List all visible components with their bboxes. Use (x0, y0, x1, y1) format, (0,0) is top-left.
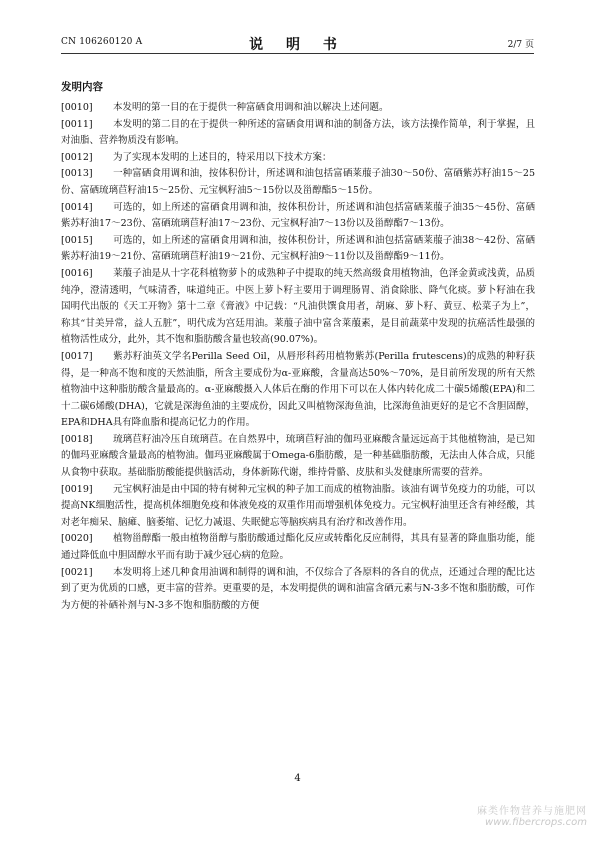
watermark (477, 802, 587, 828)
watermark-url: www.fibercrops.com (485, 817, 587, 828)
paragraph (61, 100, 535, 117)
paragraph-number: [0012] (61, 151, 93, 163)
page-indicator: 2/7 页 (507, 40, 534, 50)
paragraph-number: [0020] (61, 533, 93, 545)
paragraph-text: 可选的，如上所述的富硒食用调和油，按体积份计，所述调和油包括富硒莱菔子油38～42份、富硒紫苏籽油19～21份、富硒琉璃苣籽油19～21份、元宝枫籽油9～11份以及甾醇酯9～11份。 (61, 234, 535, 263)
document-body (61, 79, 535, 614)
paragraph-text: 植物甾醇酯一般由植物甾醇与脂肪酸通过酯化反应或转酯化反应制得，其具有显著的降血脂功能，能通过降低血中胆固醇水平而有助于减少冠心病的危险。 (61, 533, 535, 562)
paragraph (61, 432, 535, 482)
paragraph-text: 元宝枫籽油是由中国的特有树种元宝枫的种子加工而成的植物油脂。该油有调节免疫力的功能，可以提高NK细胞活性，提高机体细胞免疫和体液免疫的双重作用而增强机体免疫力。元宝枫籽油里还含有神经酸，其对老年痴呆、脑瘫、脑萎缩、记忆力减退、失眠健忘等脑疾病具有治疗和改善作用。 (61, 483, 535, 528)
paragraph-text: 可选的，如上所述的富硒食用调和油，按体积份计，所述调和油包括富硒莱菔子油35～45份、富硒紫苏籽油17～23份、富硒琉璃苣籽油17～23份、元宝枫籽油7～13份以及甾醇酯7～13份。 (61, 201, 535, 230)
paragraph-number: [0011] (61, 118, 93, 130)
paragraph (61, 565, 535, 615)
paragraph-text: 一种富硒食用调和油，按体积份计，所述调和油包括富硒莱菔子油30～50份、富硒紫苏籽油15～25份、富硒琉璃苣籽油15～25份、元宝枫籽油5～15份以及甾醇酯5～15份。 (61, 168, 535, 196)
paragraph (61, 349, 535, 432)
paragraph (61, 531, 535, 564)
paragraph (61, 166, 535, 199)
document-title: 说 明 书 (249, 37, 346, 53)
paragraph (61, 150, 535, 167)
watermark-name: 麻类作物营养与施肥网 (477, 806, 587, 817)
paragraph-text: 莱菔子油是从十字花科植物萝卜的成熟种子中提取的纯天然高级食用植物油，色泽金黄或浅黄，品质纯净，澄清透明，气味清香，味道纯正。中医上萝卜籽主要用于调理肠胃、消食除胀、降气化痰。萝卜籽油在我国明代出版的《天工开物》第十二章《膏液》中记载：“凡油供馔食用者，胡麻、萝卜籽、黄豆、松菜子为上”，称其“甘美异常，益人五脏”，明代成为宫廷用油。莱菔子油中富含莱菔素，是目前蔬菜中发现的抗癌活性最强的植物活性成分，此外，其不饱和脂肪酸含量也较高(90.07%)。 (61, 267, 535, 346)
paragraph-text: 本发明将上述几种食用油调和制得的调和油，不仅综合了各原料的各自的优点，还通过合理的配比达到了更为优质的口感，更丰富的营养。更重要的是，本发明提供的调和油富含硒元素与N-3多不饱和脂肪酸，可作为方便的补硒补剂与N-3多不饱和脂肪酸的方便 (61, 566, 535, 611)
paragraph-number: [0015] (61, 234, 93, 246)
paragraph-number: [0021] (61, 566, 93, 578)
paragraph (61, 233, 535, 266)
patent-number: CN 106260120 A (61, 37, 143, 47)
paragraph-text: 为了实现本发明的上述目的，特采用以下技术方案： (113, 151, 332, 163)
paragraph-number: [0018] (61, 433, 93, 445)
page-header (61, 34, 534, 53)
section-title: 发明内容 (61, 81, 103, 93)
paragraph-list (61, 100, 535, 614)
paragraph-text: 琉璃苣籽油冷压自琉璃苣。在自然界中，琉璃苣籽油的伽玛亚麻酸含量远远高于其他植物油，是已知的伽玛亚麻酸含量最高的植物油。伽玛亚麻酸属于Omega-6脂肪酸，是一种基础脂肪酸，无法由人体合成，只能从食物中获取。基础脂肪酸能提供脑活动，身体新陈代谢，维持骨骼、皮肤和头发健康所需要的营养。 (61, 433, 535, 479)
page-number: 4 (294, 773, 301, 784)
paragraph (61, 117, 535, 150)
paragraph-number: [0019] (61, 483, 93, 495)
header-rule (61, 53, 534, 54)
paragraph-text: 本发明的第一目的在于提供一种富硒食用调和油以解决上述问题。 (113, 102, 389, 113)
paragraph-number: [0010] (61, 102, 93, 113)
paragraph (61, 266, 535, 349)
paragraph-text: 本发明的第二目的在于提供一种所述的富硒食用调和油的制备方法，该方法操作简单，利于掌握，且对油脂、营养物质没有影响。 (61, 118, 535, 147)
paragraph (61, 482, 535, 532)
paragraph-number: [0013] (61, 168, 93, 180)
paragraph (61, 200, 535, 233)
paragraph-number: [0017] (61, 350, 93, 362)
paragraph-number: [0016] (61, 267, 93, 279)
paragraph-text: 紫苏籽油英文学名Perilla Seed Oil，从唇形科药用植物紫苏(Perilla frutescens)的成熟的种籽获得，是一种高不饱和度的天然油脂，所含主要成份为α-亚麻酸，含量高达50%～70%，是目前所发现的所有天然植物油中这种脂肪酸含量最高的。α-亚麻酸摄入人体后在酶的作用下可以在人体内转化成二十碳5烯酸(EPA)和二十二碳6烯酸(DHA)，它就是深海鱼油的主要成份，因此又叫植物深海鱼油，比深海鱼油更好的是它不含胆固醇，EPA和DHA具有降血脂和提高记忆力的作用。 (61, 350, 535, 429)
paragraph-number: [0014] (61, 201, 93, 213)
